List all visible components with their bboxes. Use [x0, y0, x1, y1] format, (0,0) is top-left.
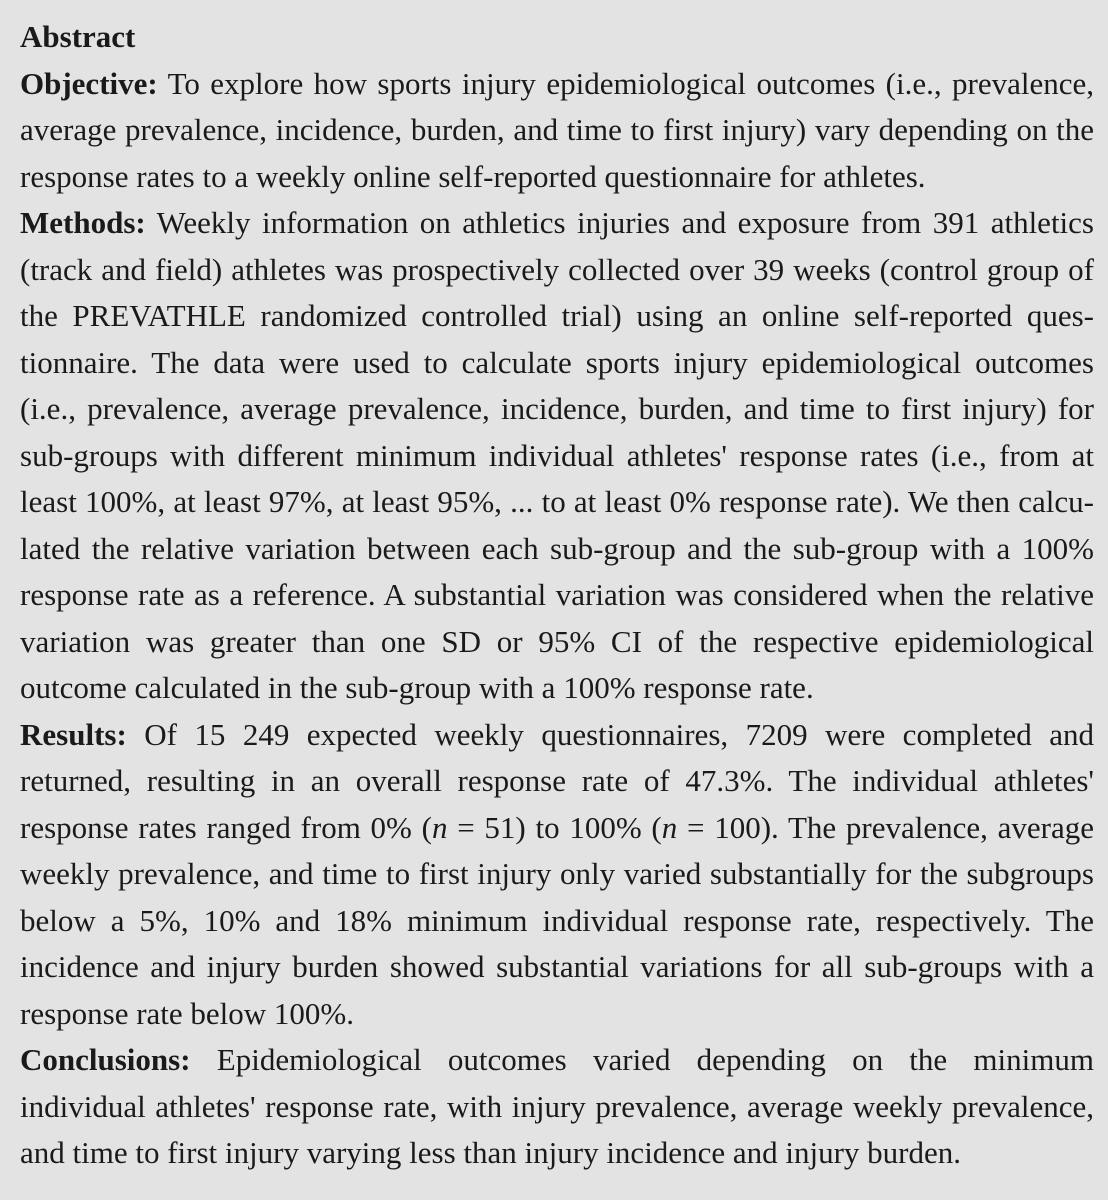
objective-text: To explore how sports injury epidemiological outcomes (i.e., prevalence, average prevalence, incidence, burden, and time to first injury) vary depending on the response rates to a weekly online self-reported questionnaire for athletes. [20, 65, 1094, 194]
results-text-c: = 100). The prevalence, average weekly prevalence, and time to first injury only varied substantially for the subgroups below a 5%, 10% and 18% minimum individual response rate, respectively. The incidence and injury burden showed substantial variations for all sub-groups with a response rate below 100%. [20, 809, 1094, 1031]
results-n-symbol-1: n [431, 809, 448, 845]
methods-label: Methods: [20, 205, 146, 240]
objective-label: Objective: [20, 65, 158, 101]
results-text-a: Of 15 249 expected weekly questionnaires, 7209 were completed and returned, resulting in an overall response rate of 47.3%. The individual athletes' response rates ranged from 0% ( [20, 716, 1095, 845]
conclusions-label: Conclusions: [20, 1042, 191, 1077]
results-text-b: = 51) to 100% ( [447, 809, 662, 845]
results-label: Results: [20, 716, 127, 752]
methods-text: Weekly information on athletics injuries and exposure from 391 athletics (track and field) athletes was prospectively collected over 39 weeks (control group of the PREVATHLE randomized controlled trial) using an online self-reported questionnaire. The data were used to calculate sports injury epidemiological outcomes (i.e., prevalence, average prevalence, incidence, burden, and time to first injury) for sub-groups with different minimum individual athletes' response rates (i.e., from at least 100%, at least 97%, at least 95%, ... to at least 0% response rate). We then calculated the relative variation between each sub-group and the sub-group with a 100% response rate as a reference. A substantial variation was considered when the relative variation was greater than one SD or 95% CI of the respective epidemiological outcome calculated in the sub-group with a 100% response rate. [20, 205, 1094, 705]
abstract-heading: Abstract [20, 19, 136, 54]
results-paragraph [20, 712, 1094, 1038]
conclusions-paragraph [20, 1037, 1094, 1177]
conclusions-text: Epidemiological outcomes varied depending on the minimum individual athletes' response rate, with injury prevalence, average weekly prevalence, and time to first injury varying less than injury incidence and injury burden. [20, 1042, 1094, 1170]
results-n-symbol-2: n [661, 809, 678, 845]
objective-paragraph [20, 61, 1094, 201]
methods-paragraph [20, 200, 1094, 712]
